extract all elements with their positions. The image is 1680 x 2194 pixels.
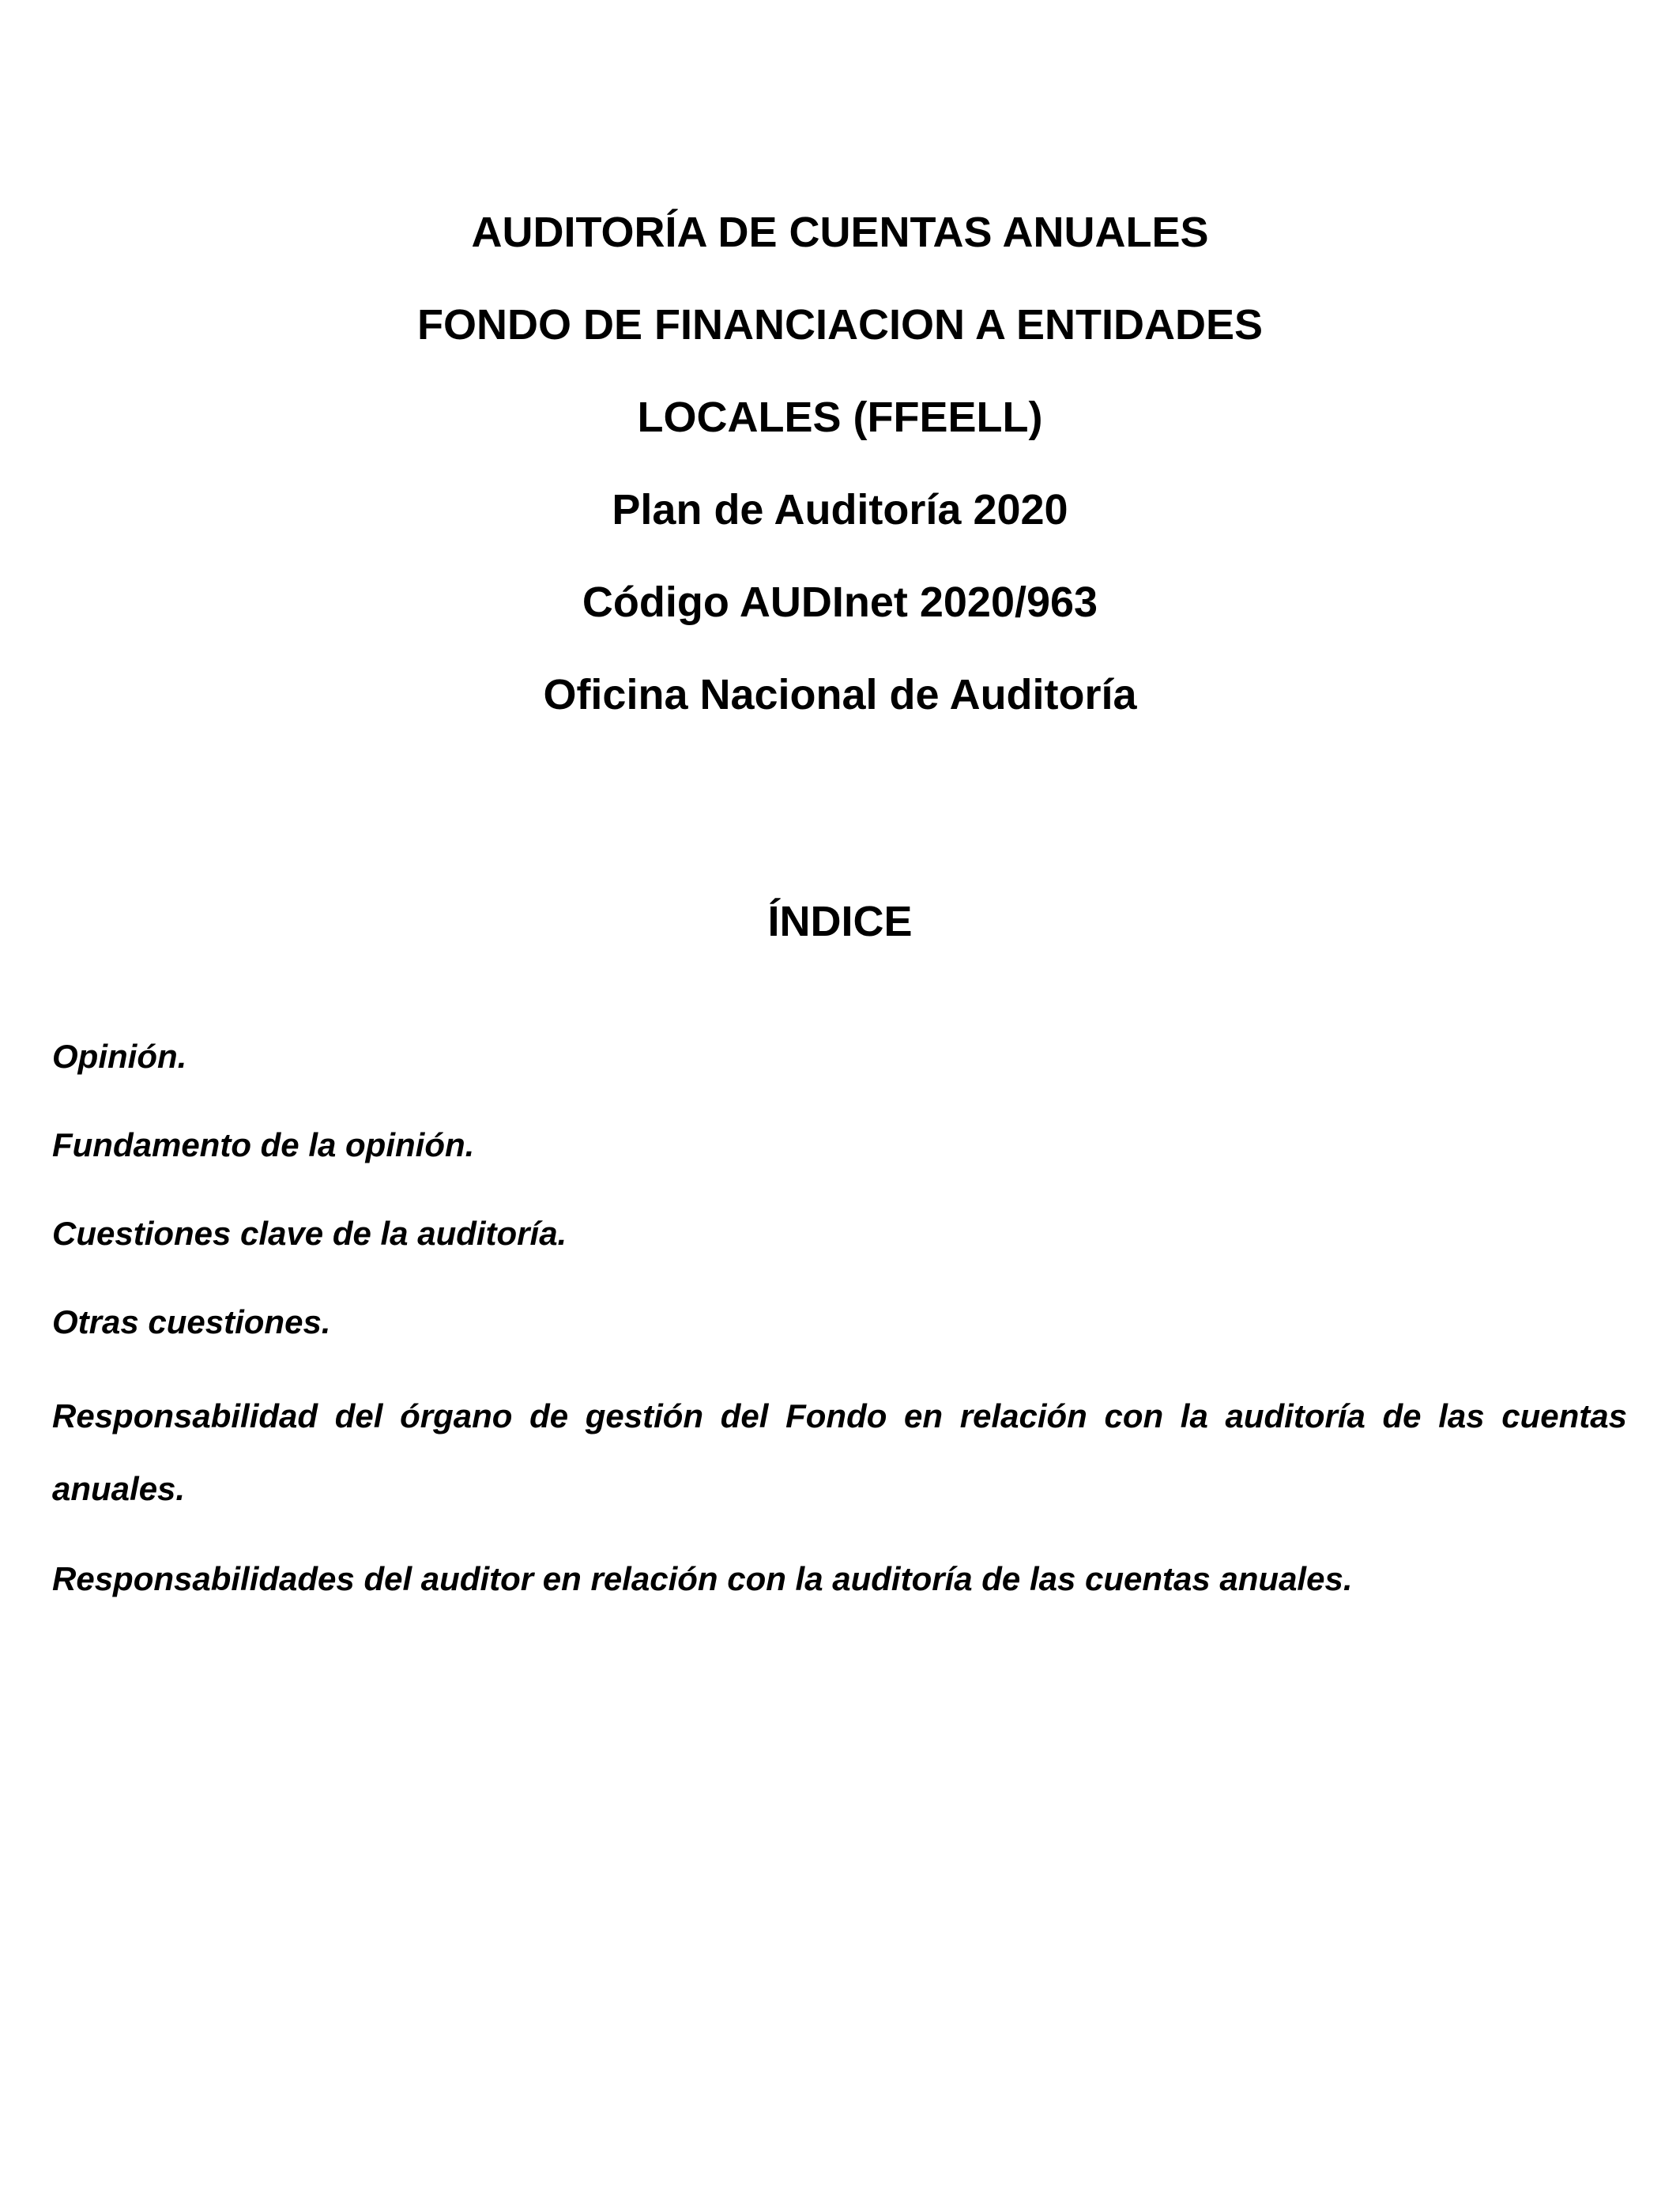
index-item-responsabilidad-organo-cont: anuales. (52, 1470, 186, 1507)
index-item-responsabilidad-organo: Responsabilidad del órgano de gestión del Fondo en relación con la auditoría de las cuentas (52, 1397, 1627, 1434)
index-item-cuestiones-clave: Cuestiones clave de la auditoría. (52, 1215, 567, 1252)
index-item-otras-cuestiones: Otras cuestiones. (52, 1303, 331, 1340)
title-code: Código AUDInet 2020/963 (582, 579, 1098, 626)
title-fund-acronym: LOCALES (FFEELL) (637, 394, 1043, 441)
index-item-opinion: Opinión. (52, 1038, 187, 1075)
index-item-responsabilidades-auditor: Responsabilidades del auditor en relación con la auditoría de las cuentas anuales. (52, 1560, 1353, 1597)
title-plan: Plan de Auditoría 2020 (612, 486, 1068, 533)
index-item-fundamento: Fundamento de la opinión. (52, 1126, 475, 1163)
title-audit: AUDITORÍA DE CUENTAS ANUALES (471, 209, 1209, 256)
index-heading: ÍNDICE (767, 898, 913, 945)
title-office: Oficina Nacional de Auditoría (543, 671, 1137, 718)
title-fund: FONDO DE FINANCIACION A ENTIDADES (416, 301, 1263, 349)
